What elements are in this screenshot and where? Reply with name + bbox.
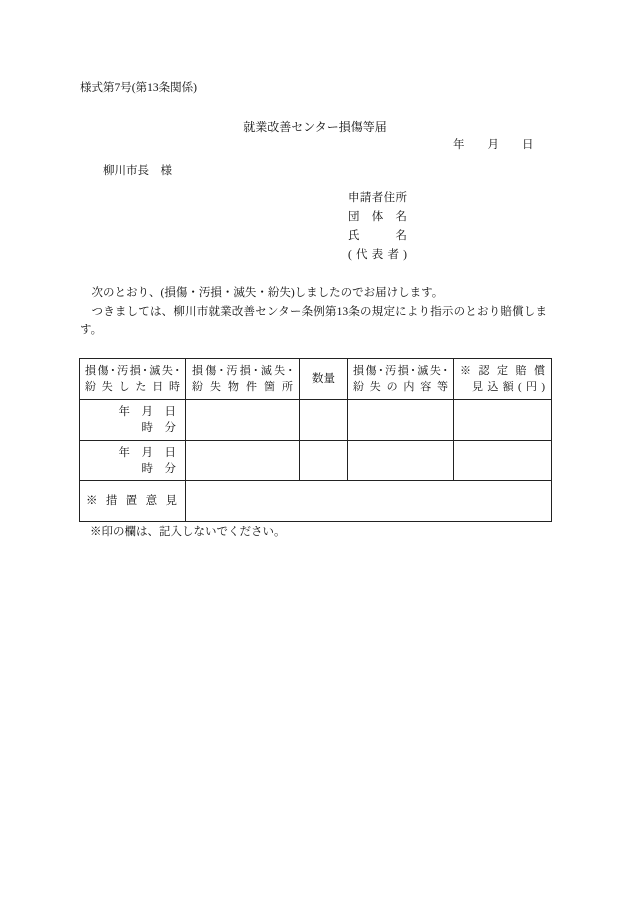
header-compensation bbox=[454, 359, 552, 400]
datetime-cell bbox=[80, 400, 186, 441]
header-compensation-line1: ※認定賠償 bbox=[460, 365, 545, 377]
table-row bbox=[80, 441, 552, 481]
compensation-cell bbox=[454, 400, 552, 441]
header-damage-datetime-line1: 損傷・汚損・滅失・ bbox=[85, 365, 180, 377]
table-header-row bbox=[80, 359, 552, 400]
header-item-location-line1: 損傷・汚損・滅失・ bbox=[192, 365, 293, 377]
applicant-name-label: 氏名 bbox=[348, 230, 407, 242]
header-item-location bbox=[186, 359, 300, 400]
time-placeholder: 時 分 bbox=[141, 422, 176, 434]
document-title: 就業改善センター損傷等届 bbox=[243, 120, 387, 134]
table-body bbox=[80, 359, 552, 522]
header-quantity bbox=[300, 359, 348, 400]
applicant-address-label: 申請者住所 bbox=[348, 192, 407, 204]
applicant-block bbox=[348, 189, 407, 265]
body-paragraph-1: 次のとおり、(損傷・汚損・滅失・紛失)しましたのでお届けします。 bbox=[91, 287, 444, 299]
damage-report-table bbox=[79, 358, 552, 522]
form-number: 様式第7号(第13条関係) bbox=[80, 82, 197, 94]
details-cell bbox=[348, 441, 454, 481]
date-placeholder: 年 月 日 bbox=[118, 446, 176, 459]
date-placeholder: 年 月 日 bbox=[118, 406, 176, 418]
compensation-cell bbox=[454, 441, 552, 481]
header-quantity-label: 数量 bbox=[312, 373, 335, 385]
submission-date: 年 月 日 bbox=[453, 139, 534, 151]
applicant-representative-label: (代表者) bbox=[348, 249, 407, 261]
details-cell bbox=[348, 400, 454, 441]
item-location-cell bbox=[186, 400, 300, 441]
remarks-label: ※措置意見 bbox=[86, 495, 177, 507]
addressee: 柳川市長 様 bbox=[103, 165, 172, 177]
header-details bbox=[348, 359, 454, 400]
header-item-location-line2: 紛失物件箇所 bbox=[192, 381, 293, 393]
quantity-cell bbox=[300, 400, 348, 441]
remarks-label-cell bbox=[80, 481, 186, 522]
header-damage-datetime-line2: 紛失した日時 bbox=[85, 381, 180, 393]
header-compensation-line2: 見込額(円) bbox=[472, 381, 545, 393]
header-details-line2: 紛失の内容等 bbox=[353, 381, 448, 393]
remarks-field bbox=[186, 481, 552, 522]
body-text bbox=[80, 284, 547, 340]
time-placeholder: 時 分 bbox=[141, 462, 176, 475]
item-location-cell bbox=[186, 441, 300, 481]
body-paragraph-2: つきましては、柳川市就業改善センター条例第13条の規定により指示のとおり賠償します。 bbox=[80, 305, 547, 336]
datetime-cell bbox=[80, 441, 186, 481]
header-details-line1: 損傷・汚損・滅失・ bbox=[353, 365, 448, 377]
remarks-row bbox=[80, 481, 552, 522]
header-damage-datetime bbox=[80, 359, 186, 400]
table-row bbox=[80, 400, 552, 441]
footnote: ※印の欄は、記入しないでください。 bbox=[90, 526, 286, 538]
applicant-group-name-label: 団体名 bbox=[348, 211, 407, 223]
quantity-cell bbox=[300, 441, 348, 481]
